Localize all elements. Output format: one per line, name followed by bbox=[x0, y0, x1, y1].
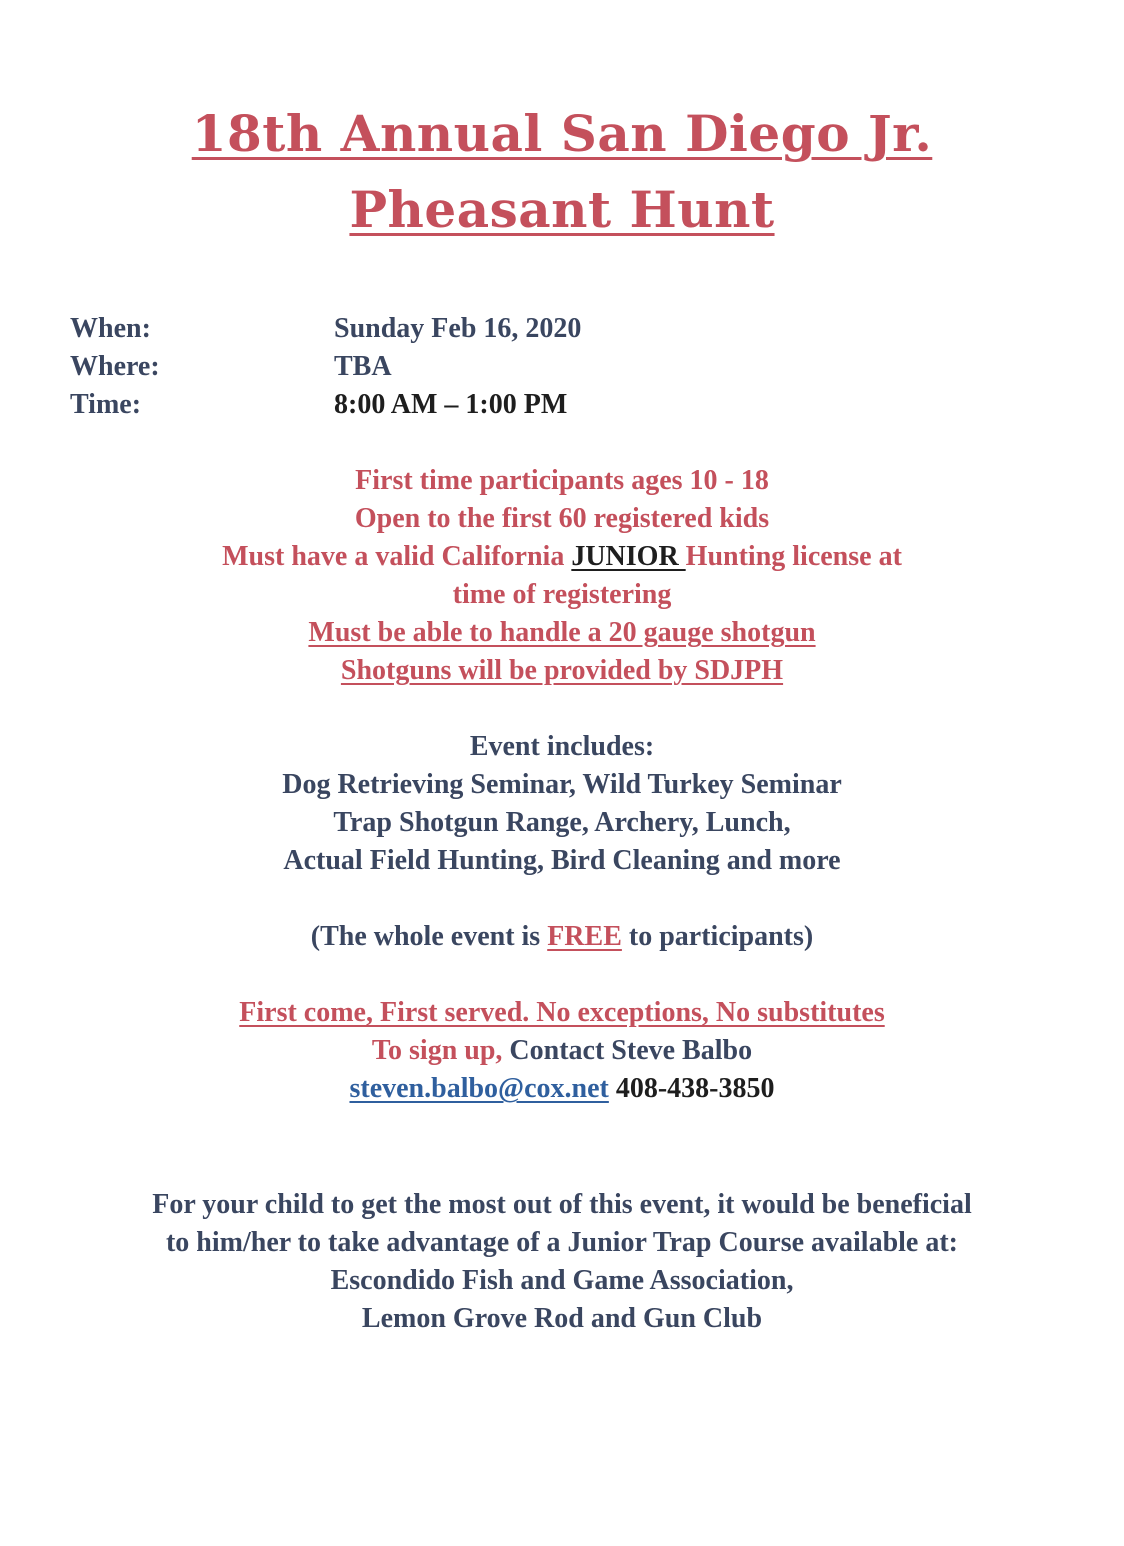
title-line-2: Pheasant Hunt bbox=[349, 180, 775, 239]
requirement-shotgun bbox=[0, 614, 1124, 652]
includes-line-3: Actual Field Hunting, Bird Cleaning and more bbox=[283, 845, 841, 876]
free-note bbox=[0, 918, 1124, 956]
contact-email-link[interactable]: steven.balbo@cox.net bbox=[349, 1073, 609, 1104]
first-come-notice bbox=[0, 994, 1124, 1032]
advice-line-2: to him/her to take advantage of a Junior Trap Course available at: bbox=[165, 1227, 959, 1258]
contact-details bbox=[0, 1070, 1124, 1108]
requirement-ages: First time participants ages 10 - 18 bbox=[355, 465, 769, 496]
advice-venue-1: Escondido Fish and Game Association, bbox=[330, 1265, 794, 1296]
contact-phone: 408-438-3850 bbox=[608, 1073, 775, 1104]
license-text-pre: Must have a valid California bbox=[222, 541, 572, 572]
detail-label: Where: bbox=[70, 351, 160, 382]
free-emphasis: FREE bbox=[547, 921, 622, 952]
includes-line-1: Dog Retrieving Seminar, Wild Turkey Seminar bbox=[282, 769, 842, 800]
shotgun-requirement-text: Must be able to handle a 20 gauge shotgun bbox=[308, 617, 816, 648]
requirement-license-cont: time of registering bbox=[452, 579, 672, 610]
detail-label: When: bbox=[70, 313, 151, 344]
detail-value: 8:00 AM – 1:00 PM bbox=[334, 389, 568, 420]
free-note-pre: (The whole event is bbox=[310, 921, 548, 952]
requirement-capacity: Open to the first 60 registered kids bbox=[354, 503, 770, 534]
includes-heading: Event includes: bbox=[469, 731, 655, 762]
detail-value: Sunday Feb 16, 2020 bbox=[334, 313, 582, 344]
junior-emphasis: JUNIOR bbox=[571, 541, 686, 572]
contact-name: Contact Steve Balbo bbox=[509, 1035, 753, 1066]
license-text-post: Hunting license at bbox=[685, 541, 902, 572]
advice-venue-2: Lemon Grove Rod and Gun Club bbox=[361, 1303, 763, 1334]
signup-contact bbox=[0, 1032, 1124, 1070]
first-come-text: First come, First served. No exceptions, No substitutes bbox=[239, 997, 885, 1028]
signup-label: To sign up, bbox=[371, 1035, 510, 1066]
requirement-provided bbox=[0, 652, 1124, 690]
advice-line-1: For your child to get the most out of this event, it would be beneficial bbox=[152, 1189, 972, 1220]
title-line-1: 18th Annual San Diego Jr. bbox=[191, 104, 933, 163]
includes-line-2: Trap Shotgun Range, Archery, Lunch, bbox=[333, 807, 791, 838]
detail-label: Time: bbox=[70, 389, 142, 420]
requirement-license bbox=[0, 538, 1124, 576]
free-note-post: to participants) bbox=[621, 921, 814, 952]
detail-value: TBA bbox=[334, 351, 392, 382]
shotgun-provided-text: Shotguns will be provided by SDJPH bbox=[340, 655, 784, 686]
